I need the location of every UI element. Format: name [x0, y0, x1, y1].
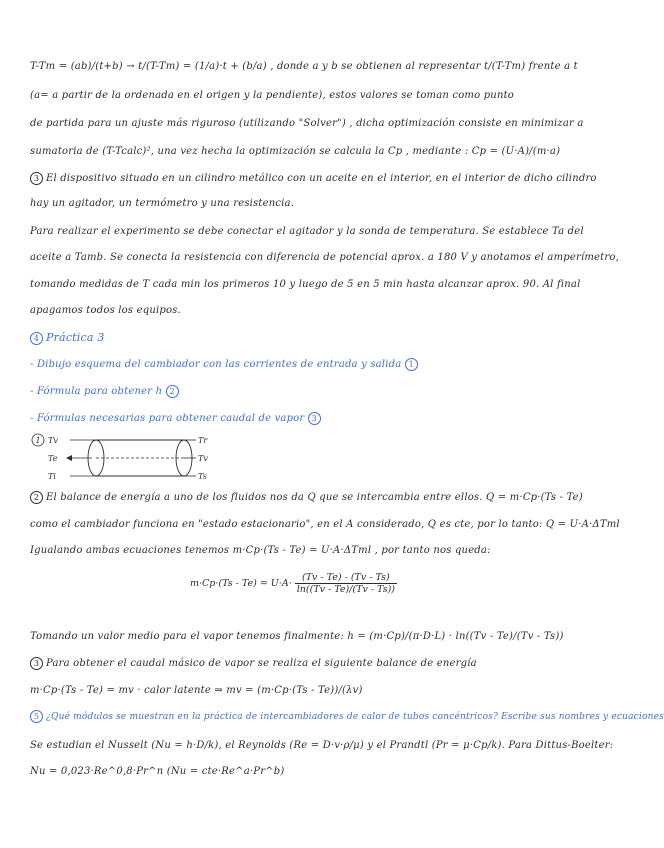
- text-line-23: Nu = 0,023·Re^0,8·Pr^n (Nu = cte·Re^a·Pr^b): [30, 766, 285, 777]
- item-number: 3: [30, 172, 43, 185]
- label-ti: Ti: [48, 472, 56, 481]
- text-line-17: Igualando ambas ecuaciones tenemos m·Cp·(Ts - Te) = U·A·ΔTml , por tanto nos queda:: [30, 545, 491, 556]
- label-te: Te: [48, 454, 58, 463]
- text-line-16: como el cambiador funciona en "estado estacionario", en el A considerado, Q es cte, por lo tanto: Q = U·A·ΔTml: [30, 519, 620, 530]
- text-line-19: 3 Para obtener el caudal másico de vapor se realiza el siguiente balance de energía: [30, 657, 575, 671]
- text-line-2: (a= a partir de la ordenada en el origen y la pendiente), estos valores se toman como punto: [30, 90, 515, 101]
- label-tr: Tr: [198, 436, 208, 445]
- text-line-18: Tomando un valor medio para el vapor tenemos finalmente: h = (m·Cp)/(π·D·L) · ln((Tv - Te)/(Tv - Ts)): [30, 631, 564, 642]
- equation-block: [190, 572, 397, 595]
- text-line-9: tomando medidas de T cada min los primeros 10 y luego de 5 en 5 min hasta alcanzar aprox. 90. Al final: [30, 279, 581, 290]
- item-number: 3: [308, 412, 321, 425]
- text-line-15: 2 El balance de energía a uno de los fluidos nos da Q que se intercambia entre ellos. Q = m·Cp·(Ts - Te): [30, 491, 575, 505]
- text-line-10: apagamos todos los equipos.: [30, 305, 181, 316]
- text-line-5: 3 El dispositivo situado en un cilindro metálico con un aceite en el interior, en el interior de dicho cilindro: [30, 172, 575, 186]
- text-line-6: hay un agitador, un termómetro y una resistencia.: [30, 198, 295, 209]
- item-number: 1: [35, 436, 41, 445]
- section-heading: 4 Práctica 3: [30, 331, 575, 345]
- text-line-3: de partida para un ajuste más riguroso (utilizando "Solver") , dicha optimización consiste en minimizar a: [30, 118, 584, 129]
- arrow-icon: [66, 455, 72, 461]
- text-line-7: Para realizar el experimento se debe conectar el agitador y la sonda de temperatura. Se establece Ta del: [30, 226, 584, 237]
- label-ts: Ts: [198, 472, 207, 481]
- item-number: 5: [30, 710, 43, 723]
- item-number: 1: [405, 358, 418, 371]
- heat-exchanger-diagram: [30, 428, 210, 484]
- task-line-2: - Fórmula para obtener h 2: [30, 385, 575, 399]
- label-tv-right: Tv: [198, 454, 208, 463]
- text-line-1: T-Tm = (ab)/(t+b) → t/(T-Tm) = (1/a)·t + (b/a) , donde a y b se obtienen al representar t/(T-Tm) frente a t: [30, 61, 578, 72]
- task-line-1: - Dibujo esquema del cambiador con las corrientes de entrada y salida 1: [30, 358, 575, 372]
- item-number: 2: [166, 385, 179, 398]
- question-line: 5 ¿Qué módulos se muestran en la práctica de intercambiadores de calor de tubos concéntricos? Escribe sus nombres y ecuaciones: [30, 710, 575, 724]
- text-line-4: sumatoria de (T-Tcalc)², una vez hecha la optimización se calcula la Cp , mediante : Cp = (U·A)/(m·a): [30, 146, 561, 157]
- item-number: 2: [30, 491, 43, 504]
- text-line-20: m·Cp·(Ts - Te) = mv · calor latente ⇒ mv = (m·Cp·(Ts - Te))/(λv): [30, 685, 363, 696]
- equation-fraction: [295, 572, 397, 595]
- text-line-22: Se estudian el Nusselt (Nu = h·D/k), el Reynolds (Re = D·v·ρ/μ) y el Prandtl (Pr = μ·Cp/k). Para Dittus-Boelter:: [30, 740, 614, 751]
- text-line-8: aceite a Tamb. Se conecta la resistencia con diferencia de potencial aprox. a 180 V y anotamos el amperímetro,: [30, 252, 619, 263]
- label-tv-left: Tv: [48, 436, 58, 445]
- equation-lhs: m·Cp·(Ts - Te) = U·A·: [190, 578, 292, 589]
- item-number: 3: [30, 657, 43, 670]
- equation-numerator: (Tv - Te) - (Tv - Ts): [295, 572, 397, 584]
- equation-denominator: ln((Tv - Te)/(Tv - Ts)): [296, 584, 395, 595]
- task-line-3: - Fórmulas necesarias para obtener caudal de vapor 3: [30, 412, 575, 426]
- item-number: 4: [30, 332, 43, 345]
